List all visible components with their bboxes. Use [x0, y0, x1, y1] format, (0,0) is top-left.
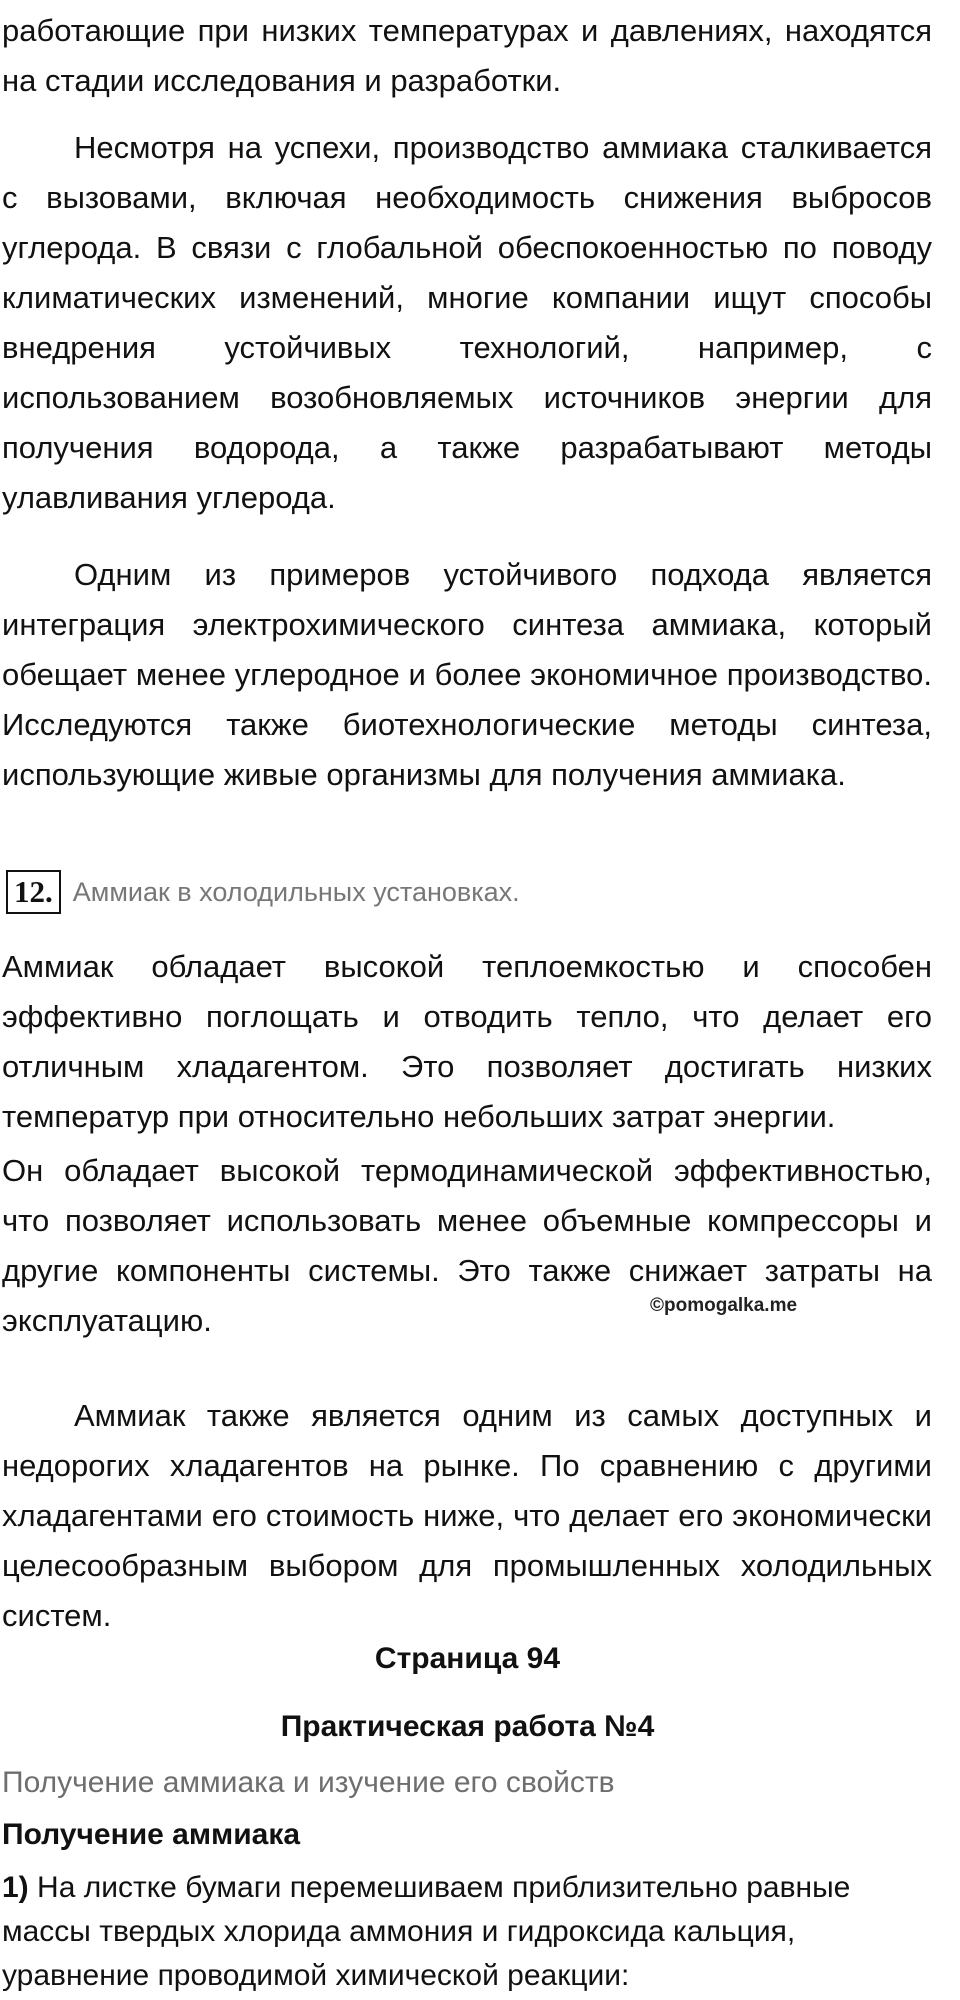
- subheading: Получение аммиака: [2, 1818, 301, 1851]
- step-1: [2, 1866, 937, 1998]
- section-title: Аммиак в холодильных установках.: [72, 876, 520, 907]
- paragraph-challenges: Несмотря на успехи, производство аммиака сталкивается с вызовами, включая необходимость снижения выбросов углерода. В связи с глобальной обеспокоенностью по поводу климатических изменений, многие компании ищут способы внедрения устойчивых технологий, например, с использованием возобновляемых источников энергии для получения водорода, а также разрабатывают методы улавливания углерода.: [2, 130, 932, 515]
- paragraph-sustainable: Одним из примеров устойчивого подхода является интеграция электрохимического синтеза аммиака, который обещает менее углеродное и более экономичное производство. Исследуются также биотехнологические методы синтеза, использующие живые организмы для получения аммиака.: [2, 557, 932, 792]
- paragraph-efficiency: Он обладает высокой термодинамической эффективностью, что позволяет использовать менее объемные компрессоры и другие компоненты системы. Это также снижает затраты на эксплуатацию.: [2, 1153, 932, 1338]
- paragraph-intro-tail: работающие при низких температурах и давлениях, находятся на стадии исследования и разработки.: [2, 13, 932, 98]
- section-heading: [6, 870, 520, 914]
- step-1-number: 1): [2, 1871, 29, 1904]
- page-number-label: Страница 94: [374, 1642, 561, 1675]
- watermark: ©pomogalka.me: [650, 1295, 798, 1316]
- section-number-box: 12.: [6, 870, 61, 914]
- step-1-text: На листке бумаги перемешиваем приблизительно равные массы твердых хлорида аммония и гидроксида кальция, уравнение проводимой химической реакции:: [2, 1871, 851, 1992]
- practical-work-title: Практическая работа №4: [280, 1710, 655, 1743]
- practical-subtitle: Получение аммиака и изучение его свойств: [2, 1766, 615, 1799]
- paragraph-heat-capacity: Аммиак обладает высокой теплоемкостью и способен эффективно поглощать и отводить тепло, что делает его отличным хладагентом. Это позволяет достигать низких температур при относительно небольших затрат энергии.: [2, 949, 932, 1134]
- paragraph-cost: Аммиак также является одним из самых доступных и недорогих хладагентов на рынке. По сравнению с другими хладагентами его стоимость ниже, что делает его экономически целесообразным выбором для промышленных холодильных систем.: [2, 1398, 932, 1633]
